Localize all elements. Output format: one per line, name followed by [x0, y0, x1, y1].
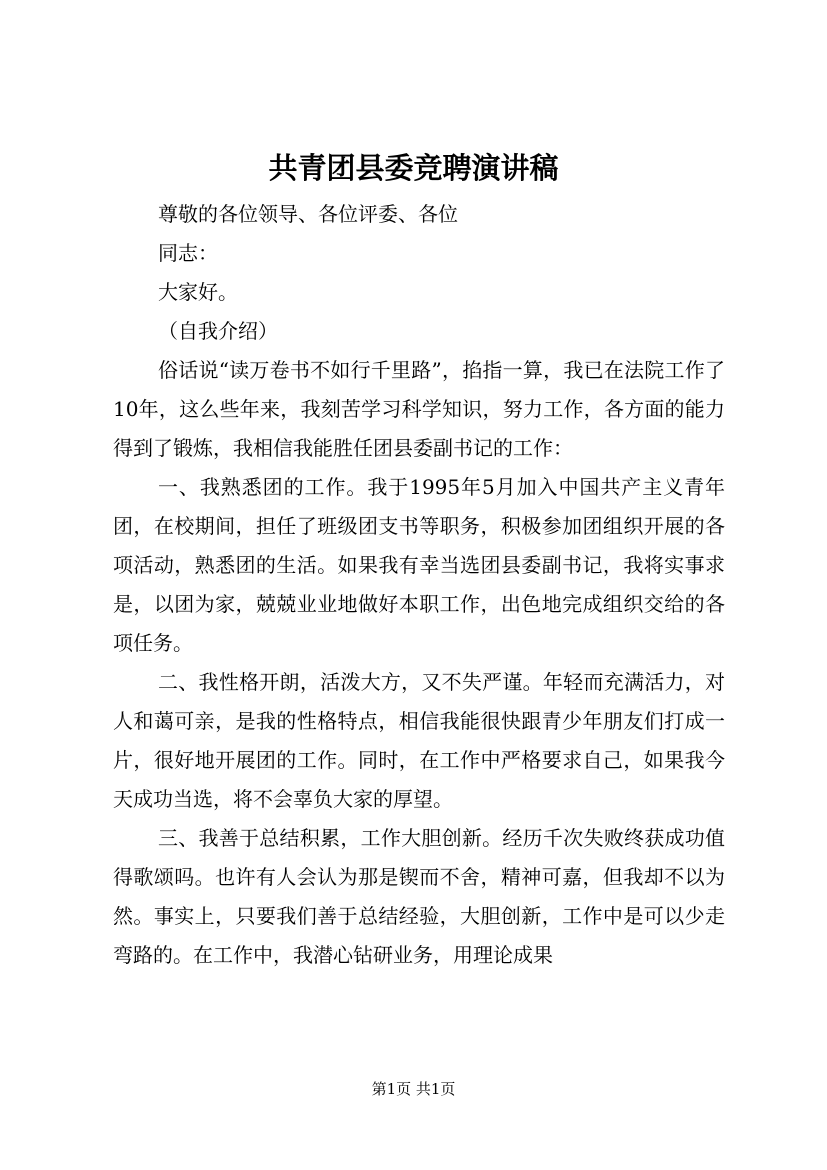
paragraph-point-1: 一、我熟悉团的工作。我于1995年5月加入中国共产主义青年团，在校期间，担任了班级团支书等职务，积极参加团组织开展的各项活动，熟悉团的生活。如果我有幸当选团县委副书记，我将实事求是，以团为家，兢兢业业地做好本职工作，出色地完成组织交给的各项任务。: [113, 475, 725, 655]
paragraph-intro: 俗话说“读万卷书不如行千里路”，掐指一算，我已在法院工作了10年，这么些年来，我刻苦学习科学知识，努力工作，各方面的能力得到了锻炼，我相信我能胜任团县委副书记的工作：: [113, 358, 725, 460]
salutation-line-2: 同志：: [158, 241, 218, 265]
page-footer: 第1页 共1页: [371, 1080, 456, 1098]
salutation-line-1: 尊敬的各位领导、各位评委、各位: [158, 202, 458, 226]
document-title: 共青团县委竞聘演讲稿: [268, 151, 559, 185]
greeting: 大家好。: [158, 280, 238, 304]
paragraph-point-3: 三、我善于总结积累，工作大胆创新。经历千次失败终获成功值得歌颂吗。也许有人会认为那是锲而不舍，精神可嘉，但我却不以为然。事实上，只要我们善于总结经验，大胆创新，工作中是可以少走弯路的。在工作中，我潜心钻研业务，用理论成果: [113, 826, 725, 967]
document-body: [113, 195, 725, 975]
paragraph-point-2: 二、我性格开朗，活泼大方，又不失严谨。年轻而充满活力，对人和蔼可亲，是我的性格特点，相信我能很快跟青少年朋友们打成一片，很好地开展团的工作。同时，在工作中严格要求自己，如果我今天成功当选，将不会辜负大家的厚望。: [113, 670, 725, 811]
self-intro-note: （自我介绍）: [158, 319, 278, 343]
